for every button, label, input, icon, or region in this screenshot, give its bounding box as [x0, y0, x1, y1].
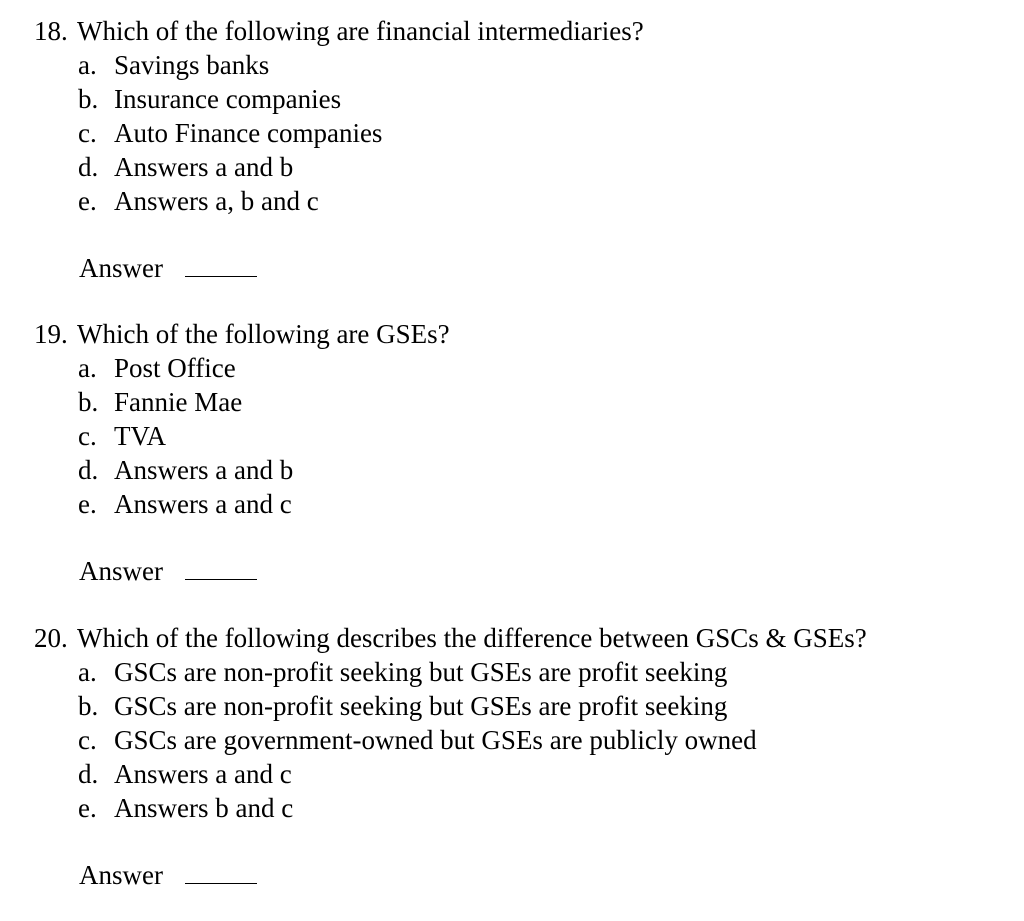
option-text: Insurance companies: [114, 84, 342, 114]
option-letter: a.: [78, 657, 97, 687]
option-letter: b.: [78, 387, 99, 417]
question-number: 20.: [34, 623, 68, 653]
option-c: [78, 419, 994, 453]
answer-blank[interactable]: [185, 254, 257, 277]
answer-label: Answer: [79, 860, 163, 890]
question-number: 18.: [34, 16, 68, 46]
option-letter: a.: [78, 50, 97, 80]
option-c: [78, 723, 994, 757]
option-a: [78, 351, 994, 385]
answer-blank[interactable]: [185, 861, 257, 884]
question-number: 19.: [34, 319, 68, 349]
option-letter: c.: [78, 118, 97, 148]
option-list: [34, 48, 994, 218]
option-text: Answers a, b and c: [114, 186, 319, 216]
option-d: [78, 150, 994, 184]
option-text: GSCs are government-owned but GSEs are publicly owned: [114, 725, 757, 755]
option-text: Answers b and c: [114, 793, 294, 823]
option-c: [78, 116, 994, 150]
question-19: [34, 317, 994, 521]
answer-row-18: [79, 251, 257, 285]
option-letter: b.: [78, 84, 99, 114]
option-text: Auto Finance companies: [114, 118, 383, 148]
question-text: Which of the following describes the difference between GSCs & GSEs?: [77, 623, 867, 653]
answer-label: Answer: [79, 556, 163, 586]
option-text: Answers a and b: [114, 152, 294, 182]
option-e: [78, 791, 994, 825]
option-text: GSCs are non-profit seeking but GSEs are profit seeking: [114, 657, 728, 687]
option-d: [78, 757, 994, 791]
answer-blank[interactable]: [185, 557, 257, 580]
option-b: [78, 385, 994, 419]
option-letter: c.: [78, 421, 97, 451]
option-text: GSCs are non-profit seeking but GSEs are profit seeking: [114, 691, 728, 721]
option-text: Answers a and c: [114, 489, 292, 519]
option-a: [78, 655, 994, 689]
option-letter: c.: [78, 725, 97, 755]
option-e: [78, 184, 994, 218]
question-stem: [34, 14, 994, 48]
question-18: [34, 14, 994, 218]
question-text: Which of the following are GSEs?: [77, 319, 450, 349]
question-text: Which of the following are financial intermediaries?: [77, 16, 644, 46]
option-d: [78, 453, 994, 487]
question-stem: [34, 621, 994, 655]
option-text: Post Office: [114, 353, 236, 383]
answer-row-20: [79, 858, 257, 892]
option-letter: b.: [78, 691, 99, 721]
answer-label: Answer: [79, 253, 163, 283]
option-list: [34, 351, 994, 521]
option-letter: d.: [78, 152, 99, 182]
option-letter: d.: [78, 455, 99, 485]
option-text: Answers a and b: [114, 455, 294, 485]
option-letter: e.: [78, 793, 97, 823]
option-letter: d.: [78, 759, 99, 789]
option-a: [78, 48, 994, 82]
question-stem: [34, 317, 994, 351]
option-b: [78, 689, 994, 723]
option-text: Savings banks: [114, 50, 270, 80]
option-list: [34, 655, 994, 825]
option-text: TVA: [114, 421, 167, 451]
answer-row-19: [79, 554, 257, 588]
option-letter: e.: [78, 186, 97, 216]
option-text: Fannie Mae: [114, 387, 243, 417]
option-e: [78, 487, 994, 521]
option-letter: a.: [78, 353, 97, 383]
option-b: [78, 82, 994, 116]
option-letter: e.: [78, 489, 97, 519]
option-text: Answers a and c: [114, 759, 292, 789]
question-20: [34, 621, 994, 825]
